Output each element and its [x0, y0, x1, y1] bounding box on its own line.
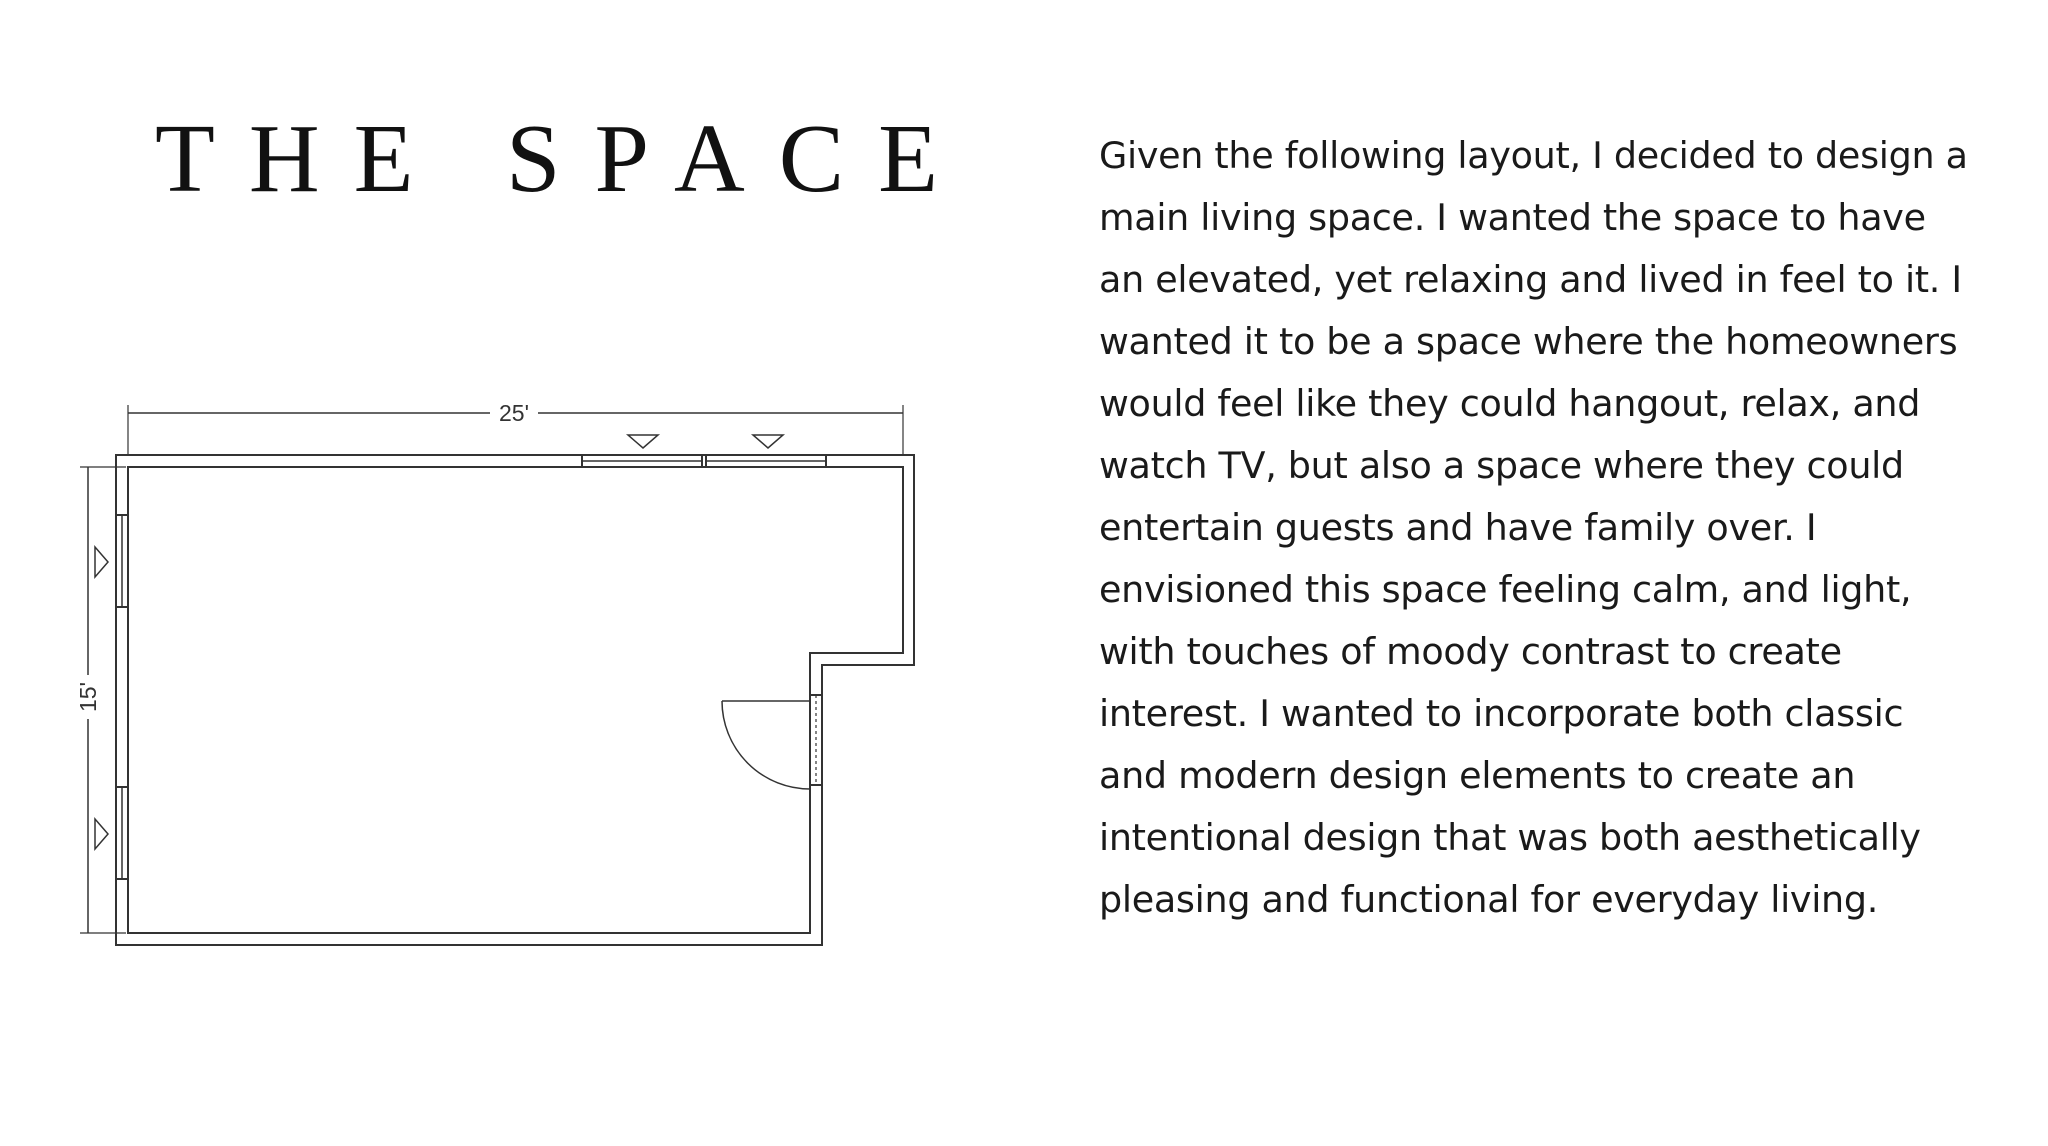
window-marker-3 [95, 547, 108, 577]
window-marker-4 [95, 819, 108, 849]
slide-title: THE SPACE [155, 105, 973, 213]
outer-wall [116, 455, 914, 945]
inner-wall [128, 467, 903, 933]
height-dimension-label: 15' [75, 682, 101, 712]
left-window-1 [116, 515, 128, 607]
window-marker-2 [753, 435, 783, 448]
floor-plan-drawing [70, 395, 930, 965]
door [722, 695, 822, 789]
description-paragraph: Given the following layout, I decided to design a main living space. I wanted the space to have an elevated, yet relaxing and lived in feel to it. I wanted it to be a space where the homeowners would feel like they could hangout, relax, and watch TV, but also a space where they could entertain guests and have family over. I envisioned this space feeling calm, and light, with touches of moody contrast to create interest. I wanted to incorporate both classic and modern design elements to create an intentional design that was both aesthetically pleasing and functional for everyday living. [1099, 134, 1968, 921]
window-marker-1 [628, 435, 658, 448]
top-window-1 [582, 455, 702, 467]
top-window-2 [706, 455, 826, 467]
left-window-2 [116, 787, 128, 879]
width-dimension-label: 25' [499, 400, 529, 426]
floor-plan [70, 395, 930, 965]
